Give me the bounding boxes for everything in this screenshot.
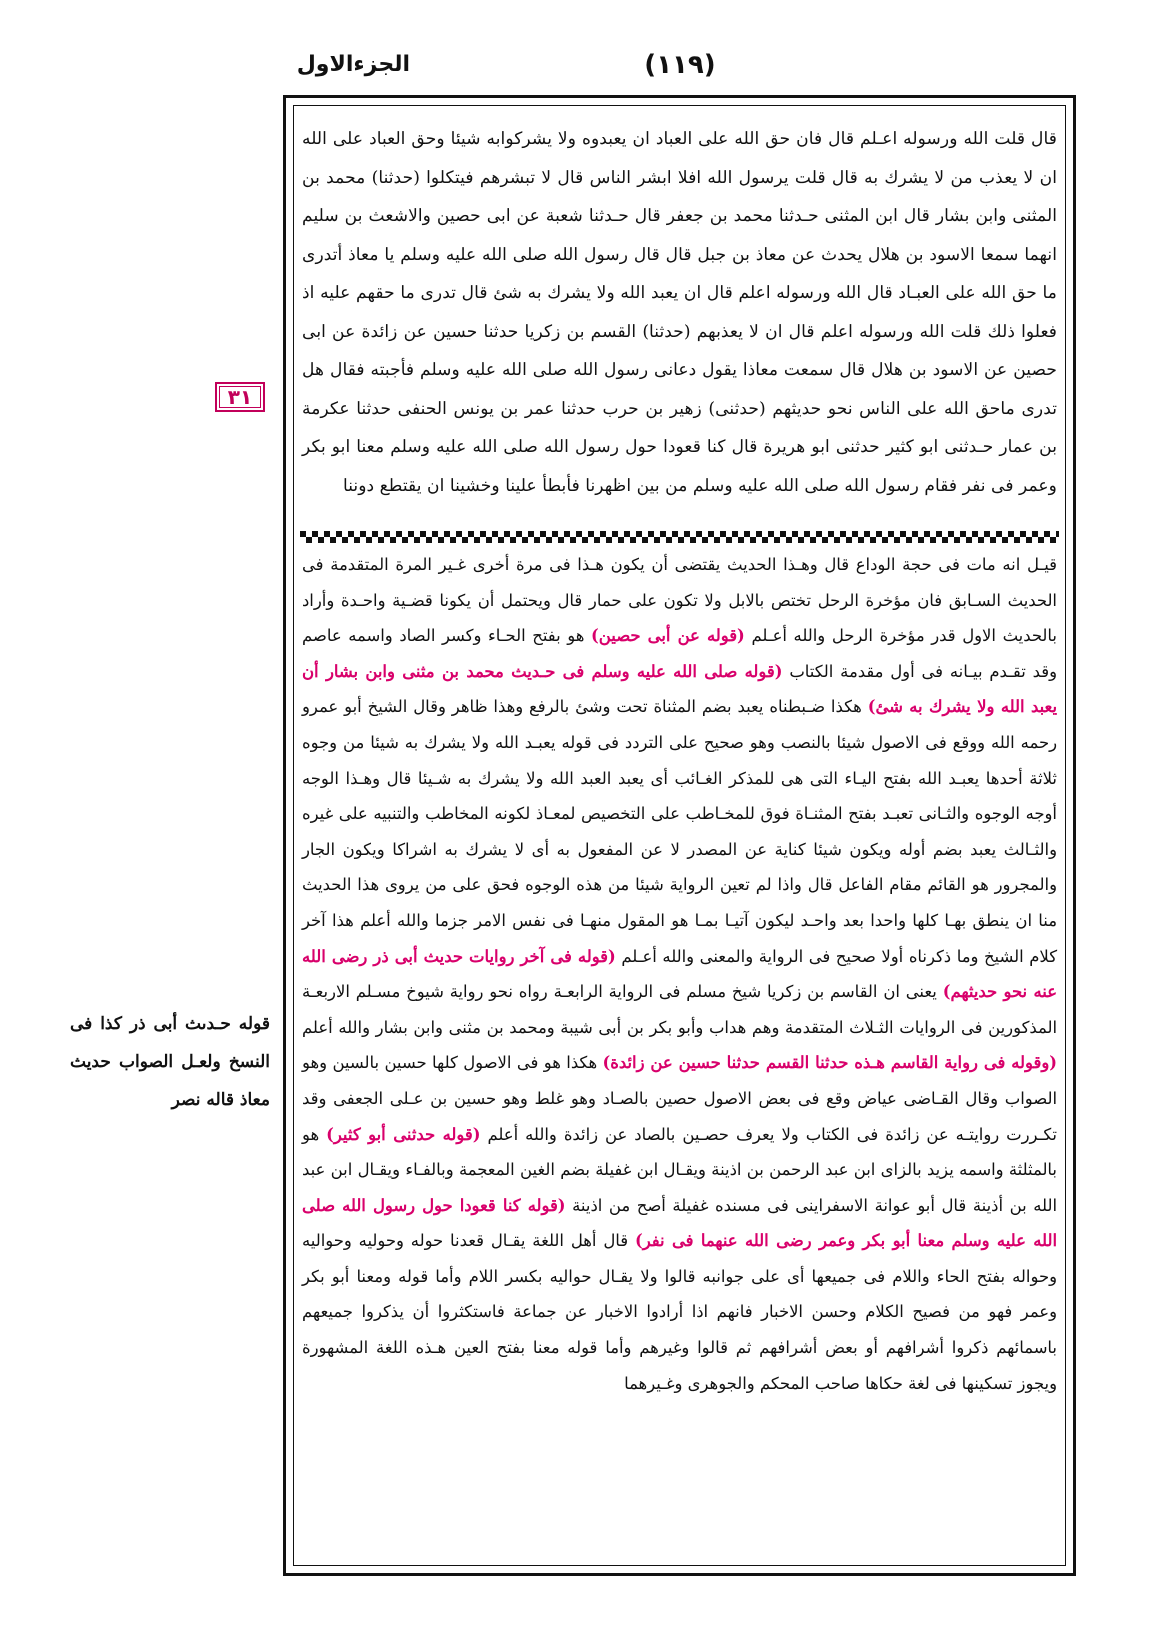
quoted-lemma: (قوله صلى الله عليه وسلم فى حـديث محمد بن مثنى وابن بشار أن يعبد الله ولا يشرك به شئ) (302, 661, 1058, 717)
commentary-text: يعنى ان القاسم بن زكريا شيخ مسلم فى الرواية الرابعـة رواه نحو رواية شيوخ مسـلم الاربعـة المذكورين فى الروايات الثـلاث المتقدمة وهم هداب وأبو بكر بن أبى شيبة ومحمد بن مثنى وابن بشار والله أعلم (302, 982, 1057, 1037)
quoted-lemma: (قوله كنا قعودا حول رسول الله صلى الله عليه وسلم معنا أبو بكر وعمر رضى الله عنهما فى نفر) (302, 1195, 1057, 1251)
quoted-lemma: (قوله عن أبى حصين) (591, 626, 745, 646)
margin-note-text: قوله حـدىث أبى ذر كذا فى النسخ ولعـل الصواب حديث معاذ قاله نصر (70, 1014, 270, 1110)
checkered-divider (300, 531, 1059, 543)
commentary-text: هكذا هو فى الاصول كلها حسين بالسين وهو الصواب وقال القـاضى عياض وقع فى بعض الاصول حصين بالصـاد وهو غلط وهو حسين بن عـلى الجعفى وقد تكـررت روايتـه عن زائدة فى الكتاب ولا يعرف حصـين بالصاد عن زائدة والله أعلم (302, 1053, 1057, 1144)
commentary-text: قال أهل اللغة يقـال قعدنا حوله وحوليه وحواليه وحواله بفتح الحاء واللام فى جميعها أى على جوانبه قالوا ولا يقـال حواليه بكسر اللام وأما قوله ومعنا أبو بكر وعمر فهو من فصيح الكلام وحسن الاخبار فانهم اذا أرادوا الاخبار عن جماعة فاستكثروا أن يذكروا جميعهم باسمائهم ذكروا أشرافهم أو بعض أشرافهم ثم قالوا وغيرهم وأما قوله معنا بفتح العين هـذه اللغة المشهورة ويجوز تسكينها فى لغة حكاها صاحب المحكم والجوهرى وغـيرهما (302, 1231, 1057, 1393)
volume-title: الجزءالاول (296, 52, 410, 77)
page-number: (١١٩) (644, 50, 716, 80)
quoted-lemma: (وقوله فى رواية القاسم هـذه حدثنا القسم حدثنا حسين عن زائدة) (602, 1053, 1057, 1073)
quoted-lemma: (قوله حدثنى أبو كثير) (326, 1124, 481, 1144)
margin-note (70, 1005, 270, 1119)
hadith-text: قال قلت الله ورسوله اعـلم قال فان حق الله على العباد ان يعبدوه ولا يشركوابه شيئا وحق العباد على الله ان لا يعذب من لا يشرك به قال قلت يرسول الله افلا ابشر الناس قال لا تبشرهم فيتكلوا (حدثنا) محمد بن المثنى وابن بشار قال ابن المثنى حـدثنا محمد بن جعفر قال حـدثنا شعبة عن ابى حصين والاشعث بن سليم انهما سمعا الاسود بن هلال يحدث عن معاذ بن جبل قال قال رسول الله صلى الله عليه وسلم يا معاذ أتدرى ما حق الله على العبـاد قال الله ورسوله اعلم قال ان يعبد الله ولا يشرك به شئ قال تدرى ما حقهم عليه اذ فعلوا ذلك قلت الله ورسوله اعلم قال ان لا يعذبهم (حدثنا) القسم بن زكريا حدثنا حسين عن زائدة عن ابى حصين عن الاسود بن هلال قال سمعت معاذا يقول دعانى رسول الله صلى الله عليه وسلم فأجبته فقال هل تدرى ماحق الله على الناس نحو حديثهم (حدثنى) زهير بن حرب حدثنا عمر بن يونس الحنفى حدثنا عكرمة بن عمار حـدثنى ابو كثير حدثنى ابو هريرة قال كنا قعودا حول رسول الله صلى الله عليه وسلم معنا ابو بكر وعمر فى نفر فقام رسول الله صلى الله عليه وسلم من بين اظهرنا فأبطأ علينا وخشينا ان يقتطع دوننا (302, 129, 1057, 496)
hadith-section (302, 120, 1057, 525)
commentary-paragraph (302, 547, 1057, 1401)
commentary-text: هو بالمثلثة واسمه يزيد بالزاى ابن عبد الرحمن بن اذينة ويقـال ابن غفيلة بضم الغين المعجمة وبالفـاء ويقـال ابن عبد الله بن أذينة قال أبو عوانة الاسفراينى فى مسنده غفيلة أصح من اذينة (302, 1124, 1057, 1215)
page-frame (283, 95, 1076, 1576)
quoted-lemma: (قوله فى آخر روايات حديث أبى ذر رضى الله عنه نحو حديثهم) (302, 946, 1057, 1002)
commentary-text: هو بفتح الحـاء وكسر الصاد واسمه عاصم وقد تقـدم بيـانه فى أول مقدمة الكتاب (302, 626, 1057, 681)
page-frame-inner (293, 105, 1066, 1566)
commentary-text: قيـل انه مات فى حجة الوداع قال وهـذا الحديث يقتضى أن يكون هـذا فى مرة أخرى غـير المرة المتقدمة فى الحديث السـابق فان مؤخرة الرحل تختص بالابل ولا تكون على حمار قال ويحتمل أن يكونا قضـية واحـدة وأراد بالحديث الاول قدر مؤخرة الرحل والله أعـلم (302, 555, 1057, 646)
commentary-section (302, 547, 1057, 1559)
commentary-text: هكذا ضـبطناه يعبد بضم المثناة تحت وشئ بالرفع وهذا ظاهر وقال الشيخ أبو عمرو رحمه الله ووقع فى الاصول شيئا بالنصب وهو صحيح على التردد فى قوله يعبـد الله ولا يشرك به شيئا من وجوه ثلاثة أحدها يعبـد الله بفتح اليـاء التى هى للمذكر الغـائب أى يعبد العبد الله ولا يشرك به شـيئا قال وهـذا الوجه أوجه الوجوه والثـانى تعبـد بفتح المثنـاة فوق للمخـاطب على التخصيص لمعـاذ لكونه المخاطب والتنبيه على غيره والثـالث يعبد بضم أوله ويكون شيئا كناية عن المصدر لا عن المفعول به أى لا يشرك به اشراكا ويكون الجار والمجرور هو القائم مقام الفاعل قال واذا لم تعين الرواية شيئا من هذه الوجوه فحق على من يروى هذا الحديث منا ان ينطق بهـا كلها واحدا بعد واحـد ليكون آتيـا بمـا هو المقول منهـا فى نفس الامر جزما والله أعلم هذا آخر كلام الشيخ وما ذكرناه أولا صحيح فى الرواية والمعنى والله أعـلم (302, 697, 1057, 966)
hadith-number: ٣١ (227, 385, 253, 409)
hadith-number-box (215, 382, 265, 412)
